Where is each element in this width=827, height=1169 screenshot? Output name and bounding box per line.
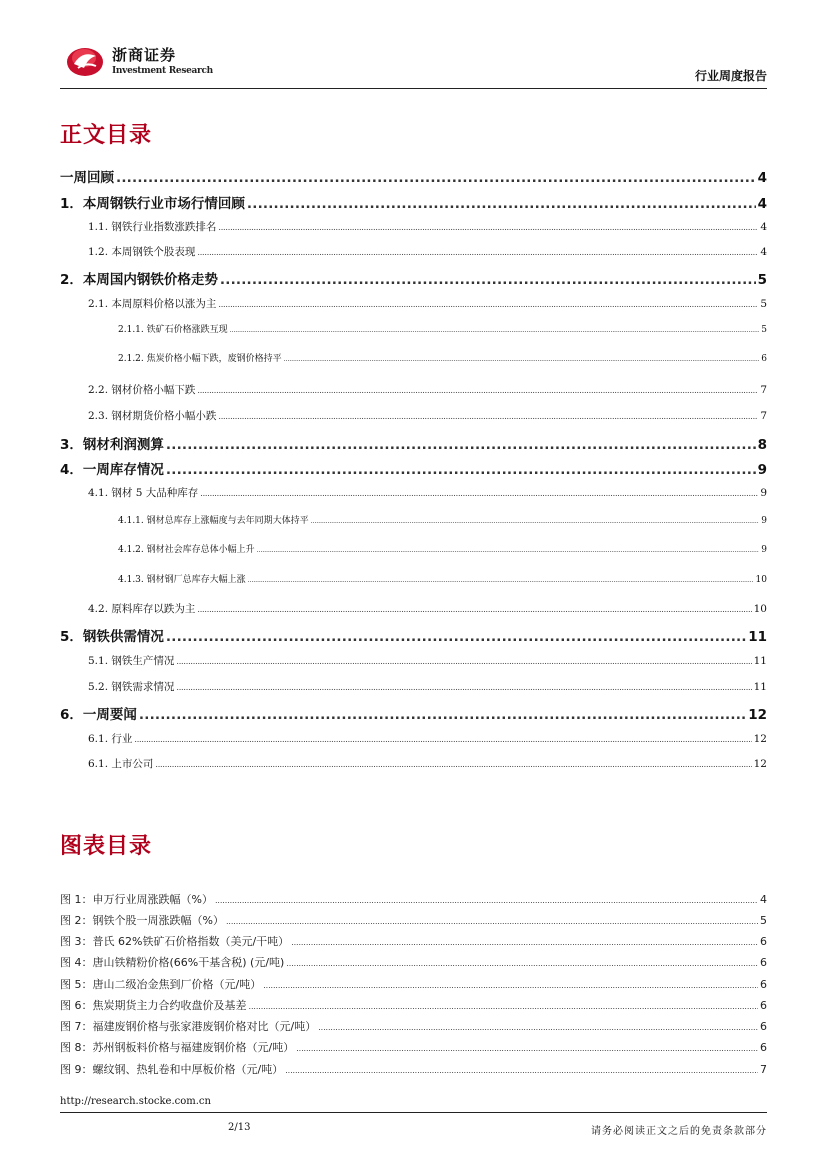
page-header <box>60 38 767 89</box>
footer-url-link[interactable]: http://research.stocke.com.cn <box>60 1096 211 1107</box>
toc-entry[interactable]: 2.1.2. 焦炭价格小幅下跌，废钢价格持平 ..... 6 <box>118 351 767 364</box>
figure-entry[interactable]: 图 4：唐山铁精粉价格(66%干基含税) (元/吨) ..... 6 <box>60 954 767 970</box>
disclaimer-note: 请务必阅读正文之后的免责条款部分 <box>591 1126 767 1137</box>
page-number: 2/13 <box>228 1122 251 1133</box>
footer-divider <box>60 1112 767 1113</box>
figure-entry[interactable]: 图 1：申万行业周涨跌幅（%） ..... 4 <box>60 891 767 907</box>
figures-title: 图表目录 <box>60 834 153 859</box>
report-type: 行业周度报告 <box>694 69 767 83</box>
toc-entry[interactable]: 2.2. 钢材价格小幅下跌 ..... 7 <box>88 382 767 397</box>
zheshang-logo-icon <box>66 42 104 78</box>
figure-entry[interactable]: 图 2：钢铁个股一周涨跌幅（%） ..... 5 <box>60 912 767 928</box>
figure-entry[interactable]: 图 5：唐山二级冶金焦到厂价格（元/吨） ..... 6 <box>60 976 767 992</box>
toc-entry[interactable]: 5.2. 钢铁需求情况 ..... 11 <box>88 679 767 694</box>
toc-entry[interactable]: 1.1. 钢铁行业指数涨跌排名 ..... 4 <box>88 219 767 234</box>
toc-entry[interactable]: 2.1. 本周原料价格以涨为主 ..... 5 <box>88 296 767 311</box>
toc-entry[interactable]: 6．一周要闻 ..... 12 <box>60 703 767 723</box>
figure-entry[interactable]: 图 9：螺纹钢、热轧卷和中厚板价格（元/吨） ..... 7 <box>60 1061 767 1077</box>
toc-entry[interactable]: 6.1. 行业 ..... 12 <box>88 731 767 746</box>
toc-entry[interactable]: 6.1. 上市公司 ..... 12 <box>88 756 767 771</box>
toc-entry[interactable]: 2．本周国内钢铁价格走势 ..... 5 <box>60 268 767 288</box>
toc-entry[interactable]: 4．一周库存情况 ..... 9 <box>60 458 767 478</box>
brand-name-en: Investment Research <box>112 66 213 76</box>
toc-entry[interactable]: 4.1.3. 钢材钢厂总库存大幅上涨 ..... 10 <box>118 572 767 585</box>
toc-entry[interactable]: 1．本周钢铁行业市场行情回顾 ..... 4 <box>60 192 767 212</box>
toc-entry[interactable]: 5.1. 钢铁生产情况 ..... 11 <box>88 653 767 668</box>
figure-entry[interactable]: 图 3：普氏 62%铁矿石价格指数（美元/干吨） ..... 6 <box>60 933 767 949</box>
figure-entry[interactable]: 图 7：福建废钢价格与张家港废钢价格对比（元/吨） ..... 6 <box>60 1018 767 1034</box>
figure-entry[interactable]: 图 6：焦炭期货主力合约收盘价及基差 ..... 6 <box>60 997 767 1013</box>
toc-entry[interactable]: 5．钢铁供需情况 ..... 11 <box>60 625 767 645</box>
figure-entry[interactable]: 图 8：苏州钢板料价格与福建废钢价格（元/吨） ..... 6 <box>60 1039 767 1055</box>
toc-entry[interactable]: 4.1.1. 钢材总库存上涨幅度与去年同期大体持平 ..... 9 <box>118 513 767 526</box>
brand-name-cn: 浙商证券 <box>112 46 177 64</box>
toc-entry[interactable]: 1.2. 本周钢铁个股表现 ..... 4 <box>88 244 767 259</box>
toc-entry[interactable]: 2.1.1. 铁矿石价格涨跌互现 ..... 5 <box>118 322 767 335</box>
toc-entry[interactable]: 2.3. 钢材期货价格小幅小跌 ..... 7 <box>88 408 767 423</box>
toc-entry[interactable]: 3．钢材利润测算 ..... 8 <box>60 433 767 453</box>
toc-entry[interactable]: 4.1. 钢材 5 大品种库存 ..... 9 <box>88 485 767 500</box>
toc-entry[interactable]: 4.1.2. 钢材社会库存总体小幅上升 ..... 9 <box>118 542 767 555</box>
toc-title: 正文目录 <box>60 123 153 148</box>
toc-entry[interactable]: 一周回顾 ..... 4 <box>60 166 767 186</box>
toc-entry[interactable]: 4.2. 原料库存以跌为主 ..... 10 <box>88 601 767 616</box>
